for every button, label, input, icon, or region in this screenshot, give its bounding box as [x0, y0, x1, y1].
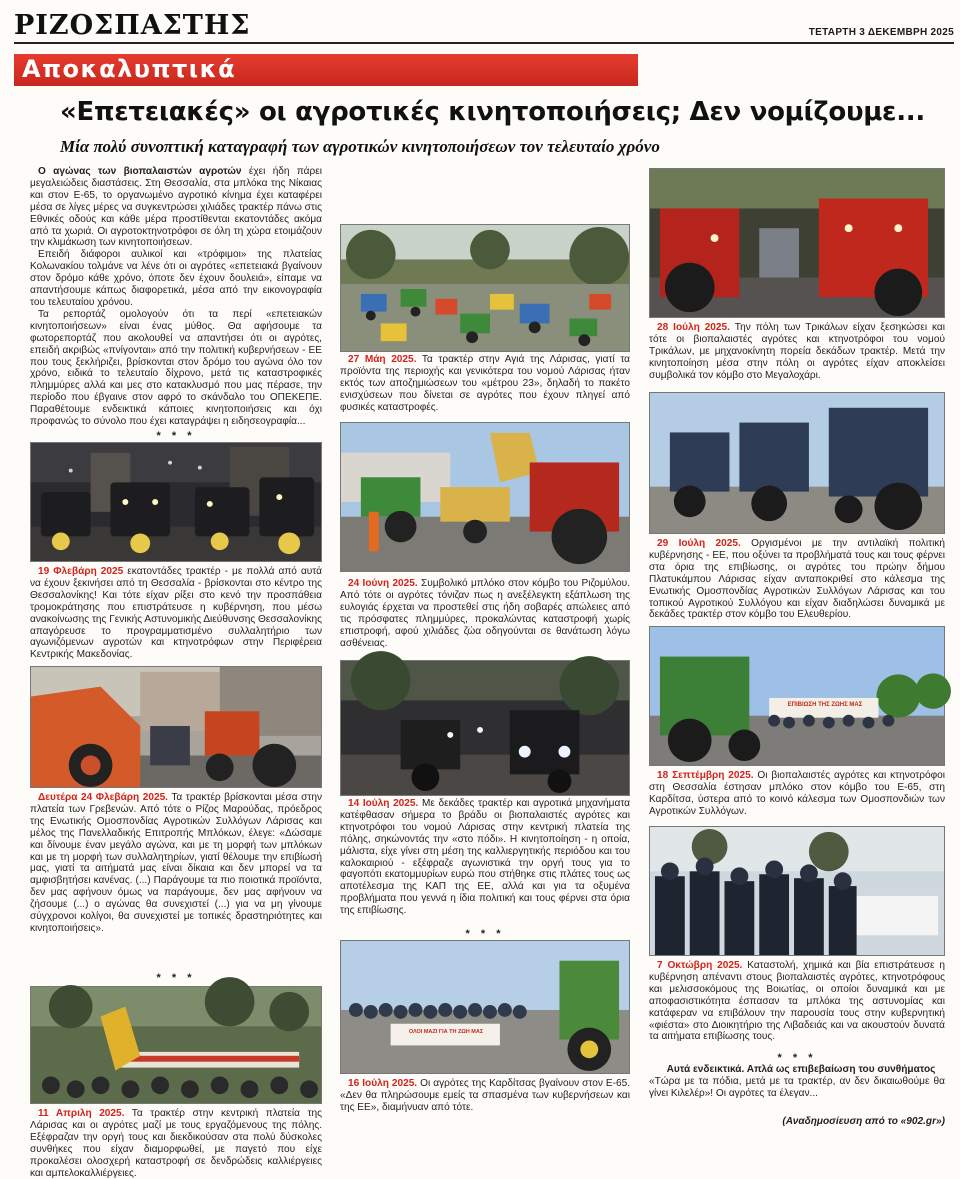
item-text: Με δεκάδες τρακτέρ και αγροτικά μηχανήματα κατέφθασαν σήμερα το βράδυ οι βιοπαλαιστές αγρότες και κτηνοτρόφοι του νομού Λάρισας στην κεντρική πλατεία της πόλης, σηκώνοντάς την «στο πόδι». Η κινητοποίηση - η οποία, μάλιστα, είχε γίνει στη μέση της καλλιεργητικής περιόδου και του καλοκαιριού - εξέφραζε αγωνιστικά την οργή τους για το φαγοπότι εκατομμυρίων ευρώ που στήθηκε στις πλάτες τους ως αποτέλεσμα της ΚΑΠ της ΕΕ, αλλά και για τα οξυμένα προβλήματα που γεννά η ίδια πολιτική και τους φέρνει στα όρια της επιβίωσης. [340, 798, 631, 917]
item-date: 18 Σεπτέμβρη 2025. [657, 770, 754, 781]
photo-trikala-tractors [649, 168, 945, 318]
photo-larisa-square-april [30, 986, 322, 1104]
item-16-jul [340, 1078, 630, 1114]
item-28-jul [649, 322, 945, 392]
item-text: Τα τρακτέρ βρίσκονται μέσα στην πλατεία των Γρεβενών. Από τότε ο Ρίζος Μαρούδας, πρόεδρος της Ενωτικής Ομοσπονδίας Αγροτικών Συλλόγων Λάρισας και μέλος της Πανελλαδικής Επιτροπής Μπλόκων, έλεγε: «Δώσαμε και δίνουμε έναν μεγάλο αγώνα, και με τη μορφή των μπλόκων και με τη μορφή των συλλαλητηρίων, γιατί θέλουμε την επιβίωσή μας, γιατί τα αιτήματά μας είναι δίκαια και δεν μπορεί να τα αμφισβητήσει κανένας. (...) Παράγουμε τα πιο ποιοτικά προϊόντα, δεν μας αφήνουν όμως να παράγουμε, δεν μας αφήνουν να ζήσουμε (...) ο αγώνας θα συνεχιστεί (...) για να μη γίνουμε σύγχρονοι κολίγοι, θα συνεχιστεί με τοπικές δραστηριότητες και κινητοποιήσεις». [30, 792, 323, 934]
item-text: Τα τρακτέρ στην κεντρική πλατεία της Λάρισας και οι αγρότες μαζί με τους εργαζόμενους της πόλης. Εξέφραζαν την οργή τους και διεκδικούσαν στα πολύ δύσκολες συνθήκες που είχαν διαμορφωθεί, με παγετό που είχε προκαλέσει ολοσχερή καταστροφή σε δενδρώδεις καλλιέργειες και αμπελοκαλλιέργειες. [30, 1108, 322, 1179]
intro-lead: Ο αγώνας των βιοπαλαιστών αγροτών [38, 166, 242, 177]
photo-banner-text: ΟΛΟΙ ΜΑΖΙ ΓΙΑ ΤΗ ΖΩΗ ΜΑΣ [408, 1029, 484, 1035]
separator-stars: * * * [156, 972, 196, 984]
source-credit: (Αναδημοσίευση από το «902.gr») [782, 1116, 945, 1127]
separator-stars: * * * [777, 1052, 817, 1064]
closing-lead: Αυτά ενδεικτικά. Απλά ως επιβεβαίωση του συνθήματος [666, 1064, 936, 1075]
item-date: 14 Ιούλη 2025. [348, 798, 419, 809]
item-7-oct [649, 960, 945, 1066]
article-subhead: Μία πολύ συνοπτική καταγραφή των αγροτικών κινητοποιήσεων τον τελευταίο χρόνο [60, 137, 660, 156]
item-24-feb [30, 792, 322, 970]
item-date: 28 Ιούλη 2025. [657, 322, 730, 333]
issue-date: ΤΕΤΑΡΤΗ 3 ΔΕΚΕΜΒΡΗ 2025 [808, 27, 954, 38]
masthead [14, 8, 954, 44]
intro-paragraph-3: Τα ρεπορτάζ ομολογούν ότι τα περί «επετειακών κινητοποιήσεων» είναι ένας μύθος. Θα αφήσουμε τα φωτορεπορτάζ που ακολουθεί να απαντήσει ότι οι αγρότες, επειδή ακριβώς «πνίγονται» από την πολιτική κυβερνήσεων - ΕΕ που τους ξεκλήριζει, βρίσκονται στον δρόμο του αγώνα όλο τον χρόνο, ειδικά το τελευταίο δίχρονο, μετά τις καταστροφικές πλημμύρες αλλά και μες στο κατακλυσμό που μας πέρασε, την περίοδο που έβγαινε στον αφρό το σκάνδαλο του ΟΠΕΚΕΠΕ. Παραθέτουμε ενδεικτικά κάποιες κινητοποιήσεις και όχι προφανώς το σύνολο που έχει καταγράψει η ειδησεογραφία... [30, 308, 322, 428]
intro-paragraph-2: Επειδή διάφοροι αυλικοί και «τρόφιμοι» της πλατείας Κολωνακίου τολμάνε να λένε ότι οι αγρότες «επετειακά βγαίνουν στον δρόμο κάθε χρόνο, όποτε δεν έχουν δουλειά», είπαμε να απαντήσουμε κάπως διαφορετικά, μέσα από την εικονογραφία του τελευταίου χρόνου. [30, 249, 322, 308]
item-19-feb [30, 566, 322, 661]
item-text: Οργισμένοι με την αντιλαϊκή πολιτική κυβέρνησης - ΕΕ, που οξύνει τα προβλήματά τους και τους φέρνει στα όρια της επιβίωσης, οι αγρότες του πρώην δήμου Πλατυκάμπου Λάρισας είχαν ανταποκριθεί στο κάλεσμα της Ενωτικής Ομοσπονδίας Αγροτικών Συλλόγων Λάρισας και του τοπικού Αγροτικού Συλλόγου και είχαν διαδηλώσει δυναμικά με δεκάδες τρακτέρ στον κόμβο του Ελευθερίου. [649, 538, 945, 621]
closing-text [649, 1064, 945, 1112]
closing-quote: «Τώρα με τα πόδια, μετά με τα τρακτέρ, αν δεν δικαιωθούμε θα γίνει Κιλελέρ»! Οι αγρότες τα έλεγαν... [649, 1075, 945, 1099]
item-14-jul [340, 798, 630, 926]
item-date: 7 Οκτώβρη 2025. [657, 960, 743, 971]
item-date: Δευτέρα 24 Φλεβάρη 2025. [38, 792, 168, 803]
item-text: Τα τρακτέρ στην Αγιά της Λάρισας, γιατί τα προϊόντα της περιοχής και γενικότερα του νομού Λάρισας ήταν εκτός των αποζημιώσεων του «μέτρου 23», δηλαδή το πακέτο ενισχύσεων που δίνεται σε αγρότες που έχουν πληγεί από φυσικές καταστροφές. [340, 354, 630, 413]
photo-larisa-night-july [340, 660, 630, 796]
item-24-jun [340, 578, 630, 658]
item-text: Καταστολή, χημικά και βία επιστράτευσε η κυβέρνηση απέναντι στους βιοπαλαιστές αγρότες, κτηνοτρόφους και μελισσοκόμους της Βοιωτίας, οι οποίοι δυναμικά και με αποφασιστικότητα έσπασαν τα μπλόκα της αστυνομίας και κατάφεραν να επιβάλουν την παρουσία τους στην κυβερνητική «φιέστα» στο Διοικητήριο της Λιβαδειάς και να ακουστούν δυνατά τα αιτήματα επιβίωσης τους. [649, 960, 945, 1043]
item-date: 27 Μάη 2025. [348, 354, 417, 365]
item-date: 19 Φλεβάρη 2025 [38, 566, 124, 577]
item-11-apr-start [30, 1108, 322, 1179]
separator-stars: * * * [156, 430, 196, 442]
separator-stars: * * * [465, 928, 505, 940]
item-date: 24 Ιούνη 2025. [348, 578, 418, 589]
item-text: Οι βιοπαλαιστές αγρότες και κτηνοτρόφοι στη Θεσσαλία έστησαν μπλόκο στον κόμβο του Ε-65, στη Καρδίτσα, ύστερα από το κοινό κάλεσμα των Ομοσπονδιών των Αγροτικών Συλλόγων. [649, 770, 945, 817]
item-date: 29 Ιούλη 2025. [657, 538, 741, 549]
item-date: 11 Απριλη 2025. [38, 1108, 125, 1119]
intro-text [30, 166, 322, 428]
item-date: 16 Ιούλη 2025. [348, 1078, 418, 1089]
photo-livadeia-police [649, 826, 945, 956]
photo-thessaloniki-night-tractors [30, 442, 322, 562]
photo-karditsa-e65 [340, 940, 630, 1074]
intro-paragraph-1: έχει ήδη πάρει μεγαλειώδεις διαστάσεις. Στη Θεσσαλία, στα μπλόκα της Νίκαιας και στον Ε-65, το οργανωμένο αγροτικό κίνημα έχει καταφέρει μέσα σε λίγες μέρες να συγκεντρώσει χιλιάδες τρακτέρ πάνω στις Εθνικές οδούς και κάθε μέρα προστίθενται εκατοντάδες ακόμα από τα χωριά. Οι αγροτοκτηνοτρόφοι σε όλη τη χώρα ετοιμάζουν την κλιμάκωση των κινητοποιήσεων. [30, 166, 322, 249]
item-text: εκατοντάδες τρακτέρ - με πολλά από αυτά να έχουν ξεκινήσει από τη Θεσσαλία - βρίσκονται στο κέντρο της Θεσσαλονίκης! Και τότε είχαν ρίξει στο κενό την προσπάθεια τρομοκράτησης που επιστράτευσε η κυβέρνηση, που μέσω ανακοίνωσης της Γενικής Αστυνομικής Διεύθυνσης Θεσσαλονίκης απαγόρευσε το προγραμματισμένο συλλαλητήριο των αγωνιζόμενων αγροτών και κτηνοτρόφων στην Περιφέρεια Κεντρικής Μακεδονίας. [30, 566, 322, 661]
section-bar [14, 54, 638, 86]
newspaper-logo: ΡΙΖΟΣΠΑΣΤΗΣ [14, 10, 251, 41]
photo-rizomylos-block [340, 422, 630, 572]
photo-agia-tractors [340, 224, 630, 352]
section-label: Αποκαλυπτικά [22, 55, 237, 83]
article-headline: «Επετειακές» οι αγροτικές κινητοποιήσεις; Δεν νομίζουμε... [60, 97, 925, 127]
item-27-may [340, 354, 630, 418]
photo-eleftherio-tractors [649, 392, 945, 534]
item-text: Συμβολικό μπλόκο στον κόμβο του Ριζομύλου. Από τότε οι αγρότες τόνιζαν πως η ανεξέλεγκτη εξάπλωση της ευλογιάς έρχεται να προστεθεί στις ήδη σοβαρές απώλειες από τις πρόσφατες πλημμύρες, προκαλώντας καταστροφή χωρίς επιστροφή, αφού χιλιάδες ζώα οδηγούνται σε θανάτωση λόγω ασθένειας. [340, 578, 630, 649]
item-18-sep [649, 770, 945, 826]
photo-grevena-tractors [30, 666, 322, 788]
item-text: Οι αγρότες της Καρδίτσας βγαίνουν στον Ε-65. «Δεν θα πληρώσουμε εμείς τα σπασμένα των κυβερνήσεων και της ΕΕ», διαμήνυαν από τότε. [340, 1078, 630, 1113]
item-29-jul [649, 538, 945, 630]
photo-e65-karditsa-sept [649, 626, 945, 766]
item-text: Την πόλη των Τρικάλων είχαν ξεσηκώσει και τότε οι βιοπαλαιστές αγρότες και κτηνοτρόφοι του νομού Τρικάλων, με μηχανοκίνητη πορεία δεκάδων τρακτέρ. Μετά την κινητοποίηση μέσα στην πόλη οι αγρότες είχαν αποκλείσει συμβολικά τον κόμβο στο Μεγαλοχάρι. [649, 322, 945, 381]
photo-banner-text: ΕΠΙΒΙΩΣΗ ΤΗΣ ΖΩΗΣ ΜΑΣ [787, 702, 863, 708]
